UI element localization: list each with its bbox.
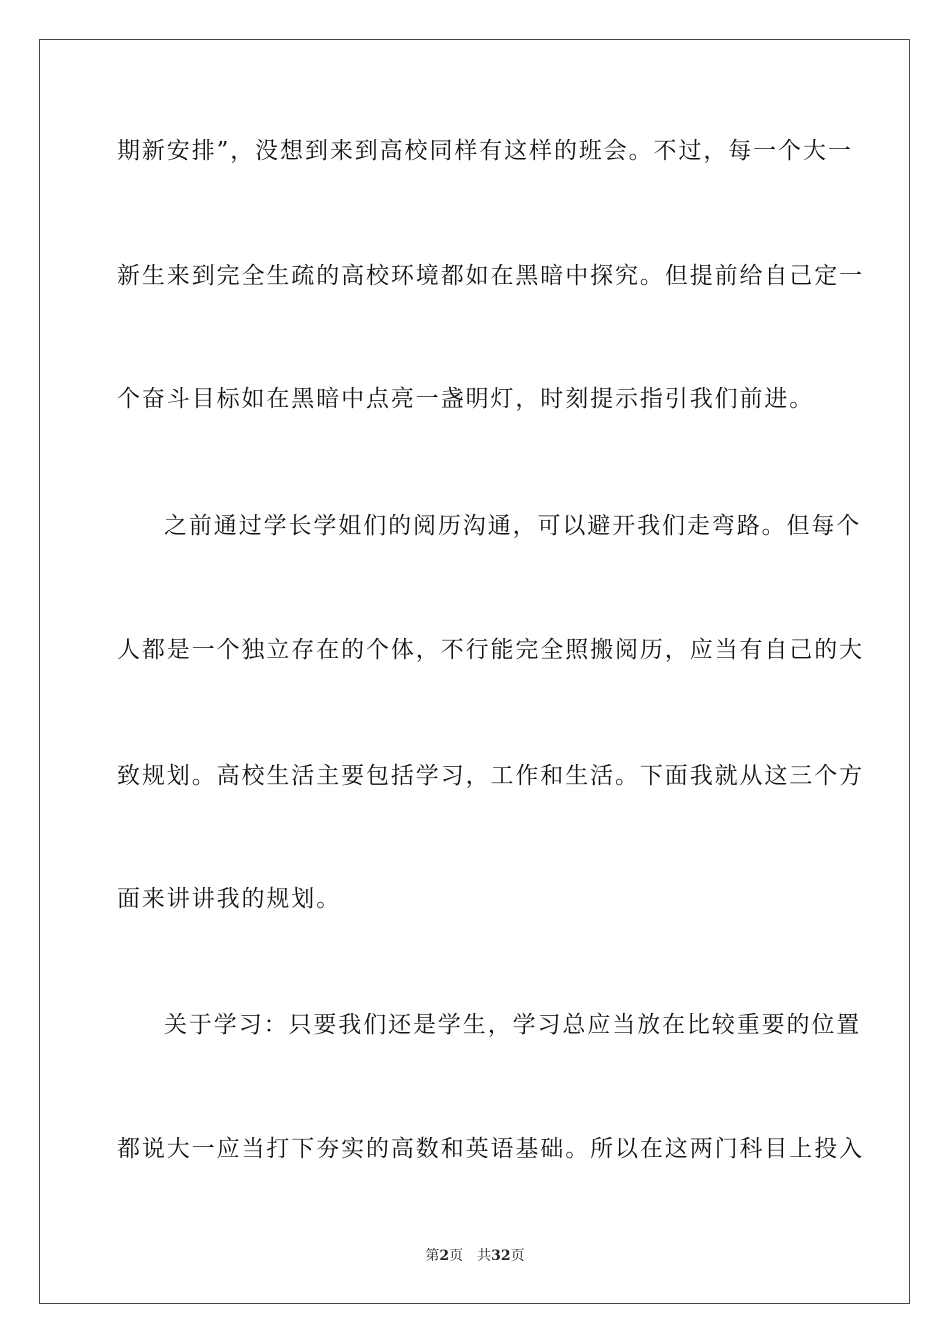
page-number: 2 (439, 1248, 450, 1264)
total-pages: 32 (491, 1248, 511, 1264)
body-text-line: 致规划。高校生活主要包括学习，工作和生活。下面我就从这三个方 (117, 763, 864, 789)
body-text-line: 期新安排”，没想到来到高校同样有这样的班会。不过，每一个大一 (117, 138, 853, 164)
body-text-line: 都说大一应当打下夯实的高数和英语基础。所以在这两门科目上投入 (117, 1136, 864, 1162)
total-prefix: 共 (477, 1248, 492, 1264)
body-text-line: 个奋斗目标如在黑暗中点亮一盏明灯，时刻提示指引我们前进。 (117, 386, 815, 412)
body-text-line: 面来讲讲我的规划。 (117, 886, 342, 912)
page-footer (0, 1247, 950, 1265)
paragraph-first-line: 关于学习：只要我们还是学生，学习总应当放在比较重要的位置 (164, 1012, 862, 1038)
body-text-line: 新生来到完全生疏的高校环境都如在黑暗中探究。但提前给自己定一 (117, 263, 864, 289)
total-suffix: 页 (510, 1248, 525, 1264)
paragraph-first-line: 之前通过学长学姐们的阅历沟通，可以避开我们走弯路。但每个 (164, 513, 862, 539)
page-border (39, 39, 910, 1304)
body-text-line: 人都是一个独立存在的个体，不行能完全照搬阅历，应当有自己的大 (117, 637, 864, 663)
page-prefix: 第 (425, 1248, 440, 1264)
page-suffix: 页 (449, 1248, 464, 1264)
